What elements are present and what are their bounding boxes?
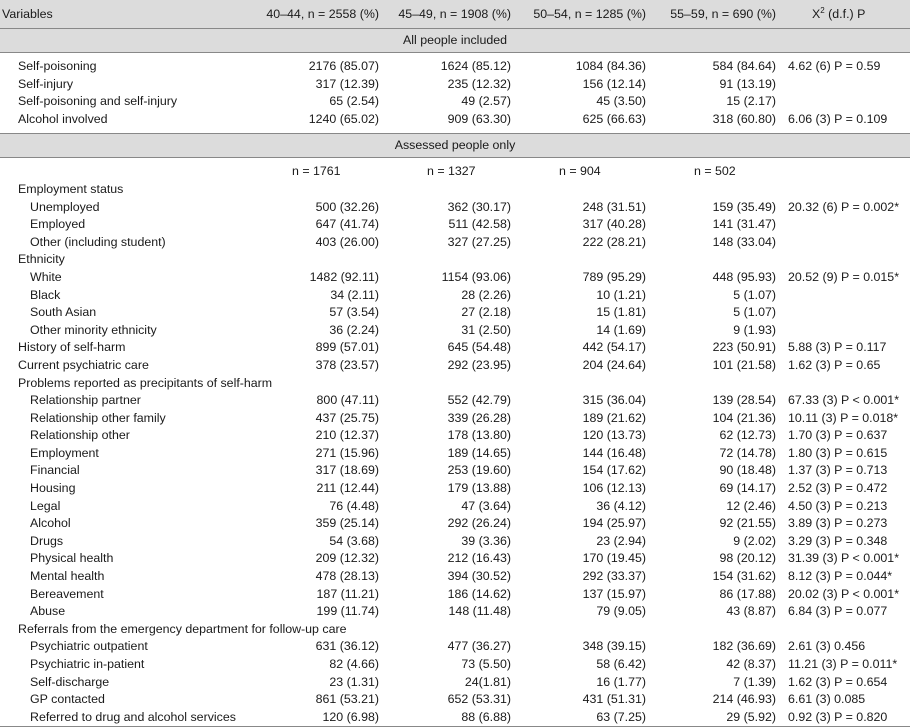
row-label: Employment status <box>18 181 124 196</box>
row-label: Self-poisoning <box>18 59 97 73</box>
cell-45-49: 477 (36.27) <box>447 639 511 654</box>
table-row <box>0 427 910 445</box>
cell-45-49: 235 (12.32) <box>447 76 511 91</box>
cell-50-54: 1084 (84.36) <box>575 59 646 73</box>
cell-chi-square: 11.21 (3) P = 0.011* <box>788 657 898 671</box>
cell-chi-square: 1.62 (3) P = 0.654 <box>788 674 888 689</box>
row-label: Black <box>30 287 61 302</box>
section-title: Assessed people only <box>0 134 910 158</box>
cell-45-49 <box>387 621 519 639</box>
cell-chi-square: 0.92 (3) P = 0.820 <box>784 709 910 727</box>
cell-chi-square: 20.52 (9) P = 0.015* <box>788 269 900 284</box>
cell-50-54: 154 (17.62) <box>582 463 646 478</box>
cell-40-44: 861 (53.21) <box>315 692 379 707</box>
table-row <box>0 76 910 94</box>
cell-45-49: 148 (11.48) <box>448 604 511 619</box>
cell-55-59: 42 (8.37) <box>726 657 776 671</box>
header-variables: Variables <box>2 7 53 21</box>
cell-55-59: 148 (33.04) <box>712 234 776 249</box>
cell-50-54: 442 (54.17) <box>582 340 646 355</box>
row-label: Referrals from the emergency department for follow-up care <box>18 621 347 636</box>
cell-50-54: 10 (1.21) <box>596 287 646 302</box>
cell-40-44: 800 (47.11) <box>316 393 379 408</box>
cell-55-59: 223 (50.91) <box>712 340 776 355</box>
cell-chi-square: 1.37 (3) P = 0.713 <box>788 463 888 478</box>
section-header-assessed <box>0 134 910 158</box>
row-label: Psychiatric outpatient <box>30 639 148 654</box>
cell-chi-square: 2.52 (3) P = 0.472 <box>788 481 888 496</box>
cell-55-59: 214 (46.93) <box>712 692 776 707</box>
table-row <box>0 533 910 551</box>
table-row <box>0 375 910 393</box>
cell-chi-square: 2.61 (3) 0.456 <box>788 639 866 654</box>
cell-55-59: 91 (13.19) <box>719 76 776 91</box>
cell-50-54: 14 (1.69) <box>596 322 646 337</box>
cell-40-44: 2176 (85.07) <box>308 59 379 73</box>
row-label: Abuse <box>30 604 66 619</box>
cell-50-54: 16 (1.77) <box>596 674 646 689</box>
n-40-44: n = 1761 <box>292 164 341 179</box>
empty-cell <box>0 163 252 181</box>
cell-45-49: 652 (53.31) <box>447 692 511 707</box>
n-55-59: n = 502 <box>694 164 736 179</box>
cell-40-44: 631 (36.12) <box>315 639 379 654</box>
cell-55-59: 5 (1.07) <box>733 305 776 320</box>
row-label: Unemployed <box>30 199 100 214</box>
cell-55-59: 5 (1.07) <box>733 287 776 302</box>
cell-55-59: 43 (8.87) <box>726 604 776 619</box>
cell-chi-square <box>784 76 910 94</box>
cell-50-54: 23 (2.94) <box>596 533 646 548</box>
table-header <box>0 0 910 29</box>
cell-50-54: 144 (16.48) <box>582 445 646 460</box>
cell-55-59: 92 (21.55) <box>719 516 776 531</box>
cell-45-49: 909 (63.30) <box>447 111 511 126</box>
cell-chi-square: 6.61 (3) 0.085 <box>788 692 866 707</box>
cell-chi-square: 1.62 (3) P = 0.65 <box>788 357 881 372</box>
cell-45-49: 88 (6.88) <box>387 709 519 727</box>
cell-55-59: 318 (60.80) <box>712 111 776 126</box>
cell-45-49: 292 (23.95) <box>447 357 511 372</box>
table-row <box>0 674 910 692</box>
table-row <box>0 234 910 252</box>
cell-chi-square: 20.02 (3) P < 0.001* <box>788 586 900 601</box>
cell-55-59: 104 (21.36) <box>712 410 776 425</box>
cell-55-59: 448 (95.93) <box>712 269 776 284</box>
cell-chi-square: 20.32 (6) P = 0.002* <box>788 199 900 214</box>
cell-40-44: 23 (1.31) <box>329 674 379 689</box>
table-row <box>0 498 910 516</box>
cell-45-49: 552 (42.79) <box>447 393 511 408</box>
table-row <box>0 304 910 322</box>
cell-45-49: 31 (2.50) <box>461 322 511 337</box>
cell-45-49: 178 (13.80) <box>447 428 511 443</box>
cell-40-44: 210 (12.37) <box>315 428 379 443</box>
cell-50-54: 120 (13.73) <box>582 428 646 443</box>
cell-50-54: 156 (12.14) <box>582 76 646 91</box>
cell-50-54: 63 (7.25) <box>519 709 654 727</box>
row-label: Physical health <box>30 551 114 566</box>
cell-55-59: 9 (2.02) <box>733 533 776 548</box>
cell-chi-square: 4.50 (3) P = 0.213 <box>788 498 888 513</box>
cell-chi-square: 10.11 (3) P = 0.018* <box>788 410 899 425</box>
header-row <box>0 0 910 29</box>
table-row <box>0 603 910 621</box>
cell-50-54: 106 (12.13) <box>582 481 646 496</box>
cell-50-54: 137 (15.97) <box>582 586 646 601</box>
cell-55-59: 72 (14.78) <box>719 445 776 460</box>
header-group-40-44: 40–44, n = 2558 (%) <box>266 7 379 21</box>
cell-chi-square <box>784 322 910 340</box>
cell-55-59 <box>654 375 784 393</box>
cell-55-59: 15 (2.17) <box>726 94 776 109</box>
cell-chi-square <box>784 375 910 393</box>
cell-chi-square: 3.29 (3) P = 0.348 <box>788 533 888 548</box>
cell-55-59: 9 (1.93) <box>733 322 776 337</box>
row-label: GP contacted <box>30 692 105 707</box>
cell-45-49: 1154 (93.06) <box>441 269 511 284</box>
row-label: Self-discharge <box>30 674 110 689</box>
table-row <box>0 251 910 269</box>
cell-40-44: 899 (57.01) <box>315 340 379 355</box>
row-label: Bereavement <box>30 586 104 601</box>
table-row <box>0 445 910 463</box>
row-label: Mental health <box>30 569 105 584</box>
cell-40-44: 187 (11.21) <box>316 586 379 601</box>
cell-45-49: 24(1.81) <box>464 674 511 689</box>
cell-50-54: 45 (3.50) <box>596 94 646 109</box>
cell-50-54: 317 (40.28) <box>582 217 646 232</box>
cell-chi-square: 67.33 (3) P < 0.001* <box>788 393 900 408</box>
table-row <box>0 691 910 709</box>
row-label: Self-injury <box>18 76 74 91</box>
cell-55-59: 86 (17.88) <box>719 586 776 601</box>
cell-50-54: 170 (19.45) <box>582 551 646 566</box>
cell-50-54: 248 (31.51) <box>582 199 646 214</box>
cell-40-44: 500 (32.26) <box>315 199 379 214</box>
table-row <box>0 621 910 639</box>
table-row <box>0 638 910 656</box>
cell-40-44: 437 (25.75) <box>315 410 379 425</box>
header-group-45-49: 45–49, n = 1908 (%) <box>398 7 511 21</box>
n-45-49: n = 1327 <box>427 164 476 179</box>
cell-50-54 <box>519 375 654 393</box>
cell-45-49: 186 (14.62) <box>447 586 511 601</box>
cell-50-54 <box>519 181 654 199</box>
section-header-all <box>0 29 910 53</box>
cell-50-54: 58 (6.42) <box>596 657 646 671</box>
cell-40-44: 199 (11.74) <box>316 604 379 619</box>
cell-55-59: 141 (31.47) <box>712 217 776 232</box>
cell-50-54: 789 (95.29) <box>582 269 646 284</box>
cell-chi-square: 6.06 (3) P = 0.109 <box>788 111 888 126</box>
cell-45-49: 179 (13.88) <box>447 481 511 496</box>
cell-40-44: 317 (12.39) <box>315 76 379 91</box>
cell-40-44: 82 (4.66) <box>329 657 379 671</box>
cell-55-59: 154 (31.62) <box>712 569 776 584</box>
row-label: Alcohol involved <box>18 111 108 126</box>
row-label: Relationship partner <box>30 393 141 408</box>
cell-chi-square: 5.88 (3) P = 0.117 <box>788 340 887 355</box>
cell-50-54: 625 (66.63) <box>582 111 646 126</box>
cell-40-44 <box>252 375 387 393</box>
cell-chi-square <box>784 234 910 252</box>
cell-50-54: 292 (33.37) <box>582 569 646 584</box>
row-label: South Asian <box>30 305 97 320</box>
row-label: Relationship other family <box>30 410 166 425</box>
cell-40-44: 57 (3.54) <box>329 305 379 320</box>
cell-chi-square <box>784 251 910 269</box>
table-row <box>0 322 910 340</box>
cell-chi-square: 6.84 (3) P = 0.077 <box>788 604 888 619</box>
cell-50-54: 36 (4.12) <box>596 498 646 513</box>
cell-55-59: 12 (2.46) <box>726 498 776 513</box>
cell-40-44: 1240 (65.02) <box>308 111 379 126</box>
cell-45-49: 253 (19.60) <box>447 463 511 478</box>
table-row <box>0 339 910 357</box>
cell-45-49: 362 (30.17) <box>447 199 511 214</box>
empty-cell <box>784 163 910 181</box>
cell-45-49: 212 (16.43) <box>447 551 511 566</box>
table-row <box>0 199 910 217</box>
cell-45-49: 49 (2.57) <box>461 94 511 109</box>
table-row <box>0 181 910 199</box>
table-row <box>0 568 910 586</box>
cell-chi-square <box>784 181 910 199</box>
cell-45-49: 1624 (85.12) <box>440 59 511 73</box>
cell-55-59: 584 (84.64) <box>712 59 776 73</box>
cell-50-54 <box>519 621 654 639</box>
cell-40-44: 209 (12.32) <box>315 551 379 566</box>
cell-45-49 <box>387 251 519 269</box>
table-row <box>0 709 910 727</box>
cell-55-59: 62 (12.73) <box>719 428 776 443</box>
cell-45-49: 327 (27.25) <box>447 234 511 249</box>
cell-40-44: 647 (41.74) <box>315 217 379 232</box>
cell-chi-square <box>784 304 910 322</box>
table-row <box>0 357 910 375</box>
row-label: Alcohol <box>30 516 71 531</box>
n-50-54: n = 904 <box>559 164 601 179</box>
table-body <box>0 29 910 727</box>
cell-55-59: 7 (1.39) <box>733 674 776 689</box>
table-row <box>0 93 910 111</box>
cell-45-49: 292 (26.24) <box>447 516 511 531</box>
row-label: Legal <box>30 498 61 513</box>
table-row <box>0 462 910 480</box>
table-row <box>0 111 910 129</box>
cell-chi-square: 1.70 (3) P = 0.637 <box>788 428 888 443</box>
cell-55-59: 29 (5.92) <box>654 709 784 727</box>
cell-40-44: 403 (26.00) <box>315 234 379 249</box>
cell-45-49: 27 (2.18) <box>461 305 511 320</box>
table-row <box>0 480 910 498</box>
cell-40-44: 1482 (92.11) <box>309 269 379 284</box>
table-row <box>0 410 910 428</box>
cell-40-44: 271 (15.96) <box>315 445 379 460</box>
cell-50-54 <box>519 251 654 269</box>
cell-40-44: 211 (12.44) <box>316 481 379 496</box>
row-label: Psychiatric in-patient <box>30 657 145 671</box>
cell-50-54: 194 (25.97) <box>582 516 646 531</box>
cell-chi-square <box>784 287 910 305</box>
row-label: Employed <box>30 217 86 232</box>
row-label: Housing <box>30 481 76 496</box>
table-row <box>0 287 910 305</box>
table-row <box>0 269 910 287</box>
assessed-n-row <box>0 163 910 181</box>
row-label: White <box>30 269 62 284</box>
cell-40-44: 478 (28.13) <box>315 569 379 584</box>
cell-40-44: 65 (2.54) <box>329 94 379 109</box>
cell-55-59: 159 (35.49) <box>712 199 776 214</box>
table-row <box>0 515 910 533</box>
cell-40-44 <box>252 251 387 269</box>
cell-50-54: 189 (21.62) <box>582 410 646 425</box>
cell-50-54: 204 (24.64) <box>582 357 646 372</box>
cell-chi-square <box>784 93 910 111</box>
cell-50-54: 431 (51.31) <box>582 692 646 707</box>
cell-40-44: 76 (4.48) <box>329 498 379 513</box>
header-group-55-59: 55–59, n = 690 (%) <box>670 7 776 21</box>
table-row <box>0 656 910 674</box>
cell-chi-square: 3.89 (3) P = 0.273 <box>788 516 888 531</box>
cell-45-49: 189 (14.65) <box>447 445 511 460</box>
cell-45-49: 645 (54.48) <box>447 340 511 355</box>
cell-40-44: 36 (2.24) <box>329 322 379 337</box>
cell-45-49: 73 (5.50) <box>461 657 511 671</box>
table-row <box>0 392 910 410</box>
cell-45-49: 28 (2.26) <box>461 287 511 302</box>
cell-chi-square: 8.12 (3) P = 0.044* <box>788 569 893 584</box>
cell-55-59: 101 (21.58) <box>712 357 776 372</box>
cell-chi-square: 4.62 (6) P = 0.59 <box>788 59 881 73</box>
row-label: Relationship other <box>30 428 130 443</box>
row-label: Ethnicity <box>18 252 65 267</box>
table-row <box>0 550 910 568</box>
cell-55-59: 139 (28.54) <box>712 393 776 408</box>
header-chi-square: $X^2$ (d.f.) P <box>812 5 866 21</box>
cell-chi-square: 31.39 (3) P < 0.001* <box>788 551 900 566</box>
cell-50-54: 222 (28.21) <box>582 234 646 249</box>
cell-55-59: 69 (14.17) <box>719 481 776 496</box>
row-label: Financial <box>30 463 80 478</box>
cell-40-44: 378 (23.57) <box>315 357 379 372</box>
cell-55-59 <box>654 621 784 639</box>
cell-45-49: 511 (42.58) <box>448 217 511 232</box>
row-label: Other (including student) <box>30 234 166 249</box>
table-row <box>0 586 910 604</box>
cell-50-54: 79 (9.05) <box>596 604 646 619</box>
cell-40-44: 34 (2.11) <box>330 287 379 302</box>
cell-50-54: 315 (36.04) <box>582 393 646 408</box>
row-label: Current psychiatric care <box>18 357 149 372</box>
cell-45-49: 39 (3.36) <box>461 533 511 548</box>
cell-40-44: 54 (3.68) <box>329 533 379 548</box>
cell-40-44 <box>252 181 387 199</box>
header-group-50-54: 50–54, n = 1285 (%) <box>533 7 646 21</box>
row-label: Other minority ethnicity <box>30 322 157 337</box>
row-label: Referred to drug and alcohol services <box>0 709 252 727</box>
cell-45-49: 394 (30.52) <box>447 569 511 584</box>
row-label: History of self-harm <box>18 340 126 355</box>
cell-55-59 <box>654 181 784 199</box>
table-row <box>0 58 910 76</box>
cell-55-59: 182 (36.69) <box>712 639 776 654</box>
cell-55-59 <box>654 251 784 269</box>
section-title: All people included <box>0 29 910 53</box>
cell-50-54: 15 (1.81) <box>596 305 646 320</box>
cell-40-44: 317 (18.69) <box>315 463 379 478</box>
row-label: Employment <box>30 445 99 460</box>
cell-chi-square <box>784 216 910 234</box>
cell-45-49 <box>387 181 519 199</box>
cell-40-44: 359 (25.14) <box>315 516 379 531</box>
cell-45-49 <box>387 375 519 393</box>
cell-40-44: 120 (6.98) <box>252 709 387 727</box>
cell-55-59: 90 (18.48) <box>719 463 776 478</box>
table-row <box>0 216 910 234</box>
row-label: Problems reported as precipitants of self-harm <box>18 375 273 390</box>
row-label: Self-poisoning and self-injury <box>18 94 178 109</box>
cell-45-49: 47 (3.64) <box>461 498 511 513</box>
cell-45-49: 339 (26.28) <box>447 410 511 425</box>
cell-55-59: 98 (20.12) <box>719 551 776 566</box>
row-label: Drugs <box>30 533 64 548</box>
cell-chi-square <box>784 621 910 639</box>
cell-chi-square: 1.80 (3) P = 0.615 <box>788 445 888 460</box>
cell-50-54: 348 (39.15) <box>582 639 646 654</box>
